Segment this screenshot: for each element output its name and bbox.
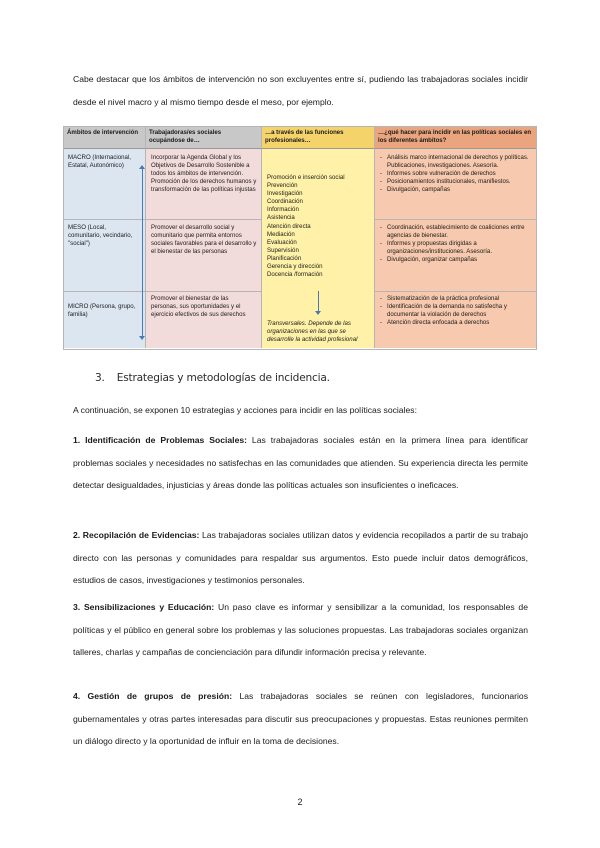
strategy-paragraph <box>73 596 528 664</box>
function-item: Planificación <box>267 254 302 262</box>
table-header-focus: Trabajadoras/es sociales ocupándose de… <box>146 127 262 149</box>
table-header-functions: …a través de las funciones profesionales… <box>262 127 375 149</box>
scope-micro: MICRO (Persona, grupo, familia) <box>68 303 136 319</box>
function-item: Coordinación <box>267 198 303 206</box>
actions-micro <box>379 295 532 327</box>
row-divider <box>64 291 262 292</box>
strategy-title: 2. Recopilación de Evidencias: <box>73 530 200 540</box>
action-item: - Coordinación, establecimiento de coaliciones entre agencias de bienestar. <box>379 224 532 240</box>
strategy-text: Las trabajadoras sociales se reúnen con legisladores, funcionarios gubernamentales y otras partes interesadas para discutir sus preocupaciones y propuestas. Estas reuniones permiten un diálogo directo y la oportunidad de influir en la toma de decisiones. <box>73 691 528 746</box>
table-header-actions: …¿qué hacer para incidir en las políticas sociales en los diferentes ámbitos? <box>375 127 536 149</box>
action-item: - Sistematización de la práctica profesional <box>379 295 532 303</box>
functions-arrow-line <box>318 291 319 311</box>
row-divider <box>375 291 536 292</box>
action-item: - Análisis marco internacional de derechos y políticas. Publicaciones, investigaciones. Asesoría. <box>379 154 532 170</box>
function-item: Supervisión <box>267 246 299 254</box>
scope-arrow-line <box>142 169 143 337</box>
strategy-text: Las trabajadoras sociales utilizan datos y evidencia recopilados a partir de su trabajo directo con las personas y comunidades para respaldar sus argumentos. Esto puede incluir datos demográficos, estudios de casos, investigaciones y testimonios personales. <box>73 530 528 585</box>
actions-macro <box>379 154 532 194</box>
arrow-down-icon <box>139 336 145 340</box>
action-item: - Atención directa enfocada a derechos <box>379 319 532 327</box>
page-number: 2 <box>297 797 303 807</box>
function-item: Docencia /formación <box>267 271 323 279</box>
strategy-title: 3. Sensibilizaciones y Educación: <box>73 602 215 612</box>
action-item: - Divulgación, organizar campañas <box>379 256 532 264</box>
table-header-scope: Ámbitos de intervención <box>64 127 146 149</box>
strategy-paragraph <box>73 685 528 753</box>
action-item: - Identificación de la demanda no satisfecha y documentar la violación de derechos <box>379 303 532 319</box>
section-title: Estrategias y metodologías de incidencia. <box>116 372 330 384</box>
strategy-paragraph <box>73 429 528 497</box>
function-item: Información <box>267 206 299 214</box>
focus-macro: Incorporar la Agenda Global y los Objetivos de Desarrollo Sostenible a todos los ámbitos de intervención. Promoción de los derechos humanos y transformación de las políticas injustas <box>151 154 257 194</box>
action-item: - Posicionamientos institucionales, manifiestos. <box>379 178 532 186</box>
function-item: Mediación <box>267 230 295 238</box>
functions-list <box>267 174 372 279</box>
function-item: Evaluación <box>267 238 297 246</box>
strategy-text: Las trabajadoras sociales están en la primera línea para identificar problemas sociales y necesidades no satisfechas en las comunidades que atienden. Su experiencia directa les permite detectar desigualdades, injusticias y áreas donde las políticas actuales son insuficientes o ineficaces. <box>73 435 528 490</box>
strategy-paragraph <box>73 524 528 592</box>
function-item: Asistencia <box>267 214 295 222</box>
scope-macro: MACRO (Internacional, Estatal, Autonómico) <box>68 154 131 170</box>
transversal-note: Transversales. Depende de las organizaciones en las que se desarrolle la actividad profesional <box>267 320 358 344</box>
action-item: - Informes y propuestas dirigidas a organizaciones/instituciones. Asesoría. <box>379 240 532 256</box>
row-divider <box>64 219 262 220</box>
focus-micro: Promover el bienestar de las personas, sus oportunidades y el ejercicio efectivos de sus derechos <box>151 295 246 319</box>
actions-meso <box>379 224 532 264</box>
strategy-title: 1. Identificación de Problemas Sociales: <box>73 435 247 445</box>
strategy-text: Un paso clave es informar y sensibilizar a la comunidad, los responsables de políticas y el público en general sobre los problemas y las soluciones propuestas. Las trabajadoras sociales organizan talleres, charlas y campañas de concienciación para difundir información precisa y relevante. <box>73 602 528 657</box>
action-item: - Informes sobre vulneración de derechos <box>379 170 532 178</box>
function-item: Prevención <box>267 182 298 190</box>
strategy-title: 4. Gestión de grupos de presión: <box>73 691 233 701</box>
section-heading <box>95 372 330 384</box>
lead-paragraph: A continuación, se exponen 10 estrategias y acciones para incidir en las políticas sociales: <box>73 405 417 415</box>
function-item: Investigación <box>267 190 303 198</box>
function-item: Atención directa <box>267 222 311 230</box>
action-item: - Divulgación, campañas <box>379 186 532 194</box>
arrow-down-icon <box>315 311 321 315</box>
intro-paragraph: Cabe destacar que los ámbitos de intervención no son excluyentes entre sí, pudiendo las trabajadoras sociales incidir desde el nivel macro y al mismo tiempo desde el meso, por ejemplo. <box>73 74 528 107</box>
function-item: Promoción e inserción social <box>267 174 345 181</box>
intervention-table <box>63 126 537 350</box>
focus-meso: Promover el desarrollo social y comunitario que permita entornos sociales favorables para el desarrollo y el bienestar de las personas <box>151 224 257 256</box>
function-item: Gerencia y dirección <box>267 263 323 271</box>
section-number: 3. <box>95 372 105 384</box>
scope-meso: MESO (Local, comunitario, vecindario, "social") <box>68 224 133 248</box>
row-divider <box>375 219 536 220</box>
